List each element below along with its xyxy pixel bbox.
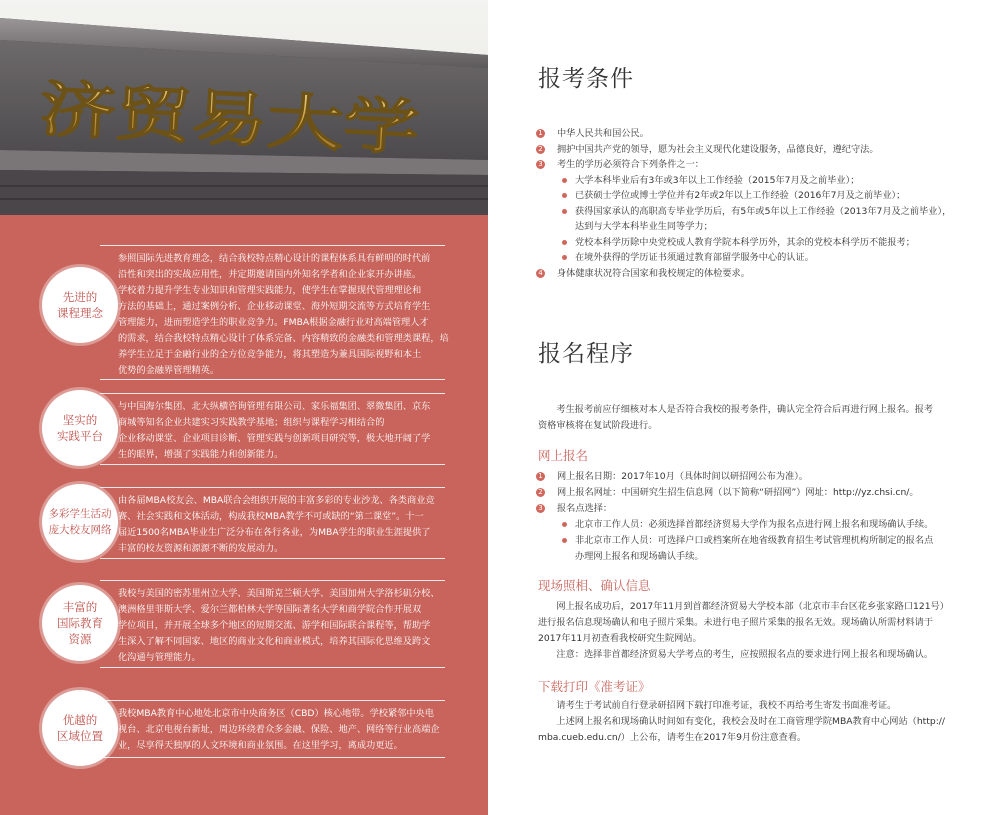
- sub-text: 非北京市工作人员：可选择户口或档案所在地省级教育招生考试管理机构所制定的报名点: [575, 535, 934, 546]
- text-line: 资格审核将在复试阶段进行。: [538, 420, 658, 431]
- bullet-icon: [562, 193, 567, 198]
- text-line: 上述网上报名和现场确认时间如有变化，我校会及时在工商管理学院MBA教育中心网站（http://: [556, 716, 945, 727]
- conditions-list: [536, 126, 956, 281]
- text-line: 届近1500名MBA毕业生广泛分布在各行各业，为MBA学生的职业生涯提供了: [118, 527, 431, 538]
- text-line: 网上报名成功后，2017年11月到首都经济贸易大学校本部（北京市丰台区花乡张家路口121号）: [556, 601, 949, 612]
- procedure-title: 报名程序: [538, 341, 634, 367]
- badge-line: 优越的: [62, 713, 98, 727]
- sub-item: [536, 533, 956, 549]
- print-ticket-heading: 下载打印《准考证》: [538, 679, 651, 694]
- text-line: 请考生于考试前自行登录研招网下载打印准考证，我校不再给考生寄发书面准考证。: [556, 700, 897, 711]
- sub-item: [536, 173, 956, 189]
- right-panel: [488, 0, 1000, 815]
- text-line: 生的眼界，增强了实践能力和创新能力。: [118, 449, 284, 460]
- feature-practice-badge: [42, 390, 118, 466]
- sub-text-cont: 办理网上报名和现场确认手续。: [575, 551, 704, 562]
- feature-alumni-text: [100, 487, 445, 559]
- item-text: 网上报名日期：2017年10月（具体时间以研招网公布为准）。: [557, 471, 808, 482]
- sub-item: [536, 250, 956, 266]
- text-line: 2017年11月初查看我校研究生院网站。: [538, 633, 702, 644]
- list-item: [536, 485, 956, 501]
- sub-item: [536, 517, 956, 533]
- text-line: 考生报考前应仔细核对本人是否符合我校的报考条件，确认完全符合后再进行网上报名。报考: [556, 404, 934, 415]
- text-line: 方法的基础上，通过案例分析、企业移动课堂、海外短期交流等方式培育学生: [118, 301, 431, 312]
- sub-text: 获得国家承认的高职高专毕业学历后，有5年或5年以上工作经验（2013年7月及之前毕业），: [575, 205, 952, 217]
- item-text: 拥护中国共产党的领导，愿为社会主义现代化建设服务，品德良好，遵纪守法。: [557, 143, 879, 155]
- badge-line: 区域位置: [57, 729, 103, 743]
- number-badge: 2: [536, 145, 545, 154]
- list-item: [536, 126, 956, 142]
- text-line: 化沟通与管理能力。: [118, 652, 201, 663]
- bullet-icon: [562, 522, 567, 527]
- badge-line: 先进的: [62, 290, 98, 304]
- text-line: 养学生立足于金融行业的全方位竞争能力，将其塑造为兼具国际视野和本土: [118, 349, 422, 360]
- sub-item: [536, 204, 956, 220]
- text-line: 业，尽享得天独厚的人文环境和商业氛围。在这里学习，离成功更近。: [118, 740, 403, 751]
- text-line: 澳洲格里菲斯大学、爱尔兰都柏林大学等国际著名大学和商学院合作开展双: [118, 604, 422, 615]
- badge-line: 国际教育: [57, 616, 103, 630]
- feature-international-badge: [42, 585, 118, 661]
- badge-line: 资源: [68, 632, 92, 646]
- list-item: [536, 142, 956, 158]
- item-text: 报名点选择：: [557, 503, 613, 514]
- sub-item: [536, 235, 956, 251]
- item-text: 网上报名网址：中国研究生招生信息网（以下简称“研招网”）网址：http://yz.chsi.cn/。: [557, 487, 919, 498]
- print-ticket-text: [538, 698, 968, 746]
- number-badge: 2: [536, 488, 545, 497]
- text-line: mba.cueb.edu.cn/）上公布，请考生在2017年9月份注意查看。: [538, 732, 807, 743]
- badge-line: 实践平台: [57, 429, 103, 443]
- badge-line: 丰富的: [62, 600, 98, 614]
- sign-text: 济贸易大学: [37, 74, 342, 161]
- feature-location-text: [100, 700, 445, 758]
- text-line: 视台、北京电视台新址，周边环绕着众多金融、保险、地产、网络等行业高端企: [118, 724, 440, 735]
- bullet-icon: [562, 240, 567, 245]
- item-text: 身体健康状况符合国家和我校规定的体检要求。: [557, 267, 750, 279]
- feature-curriculum-badge: [42, 267, 118, 343]
- sub-item: [536, 188, 956, 204]
- sub-text: 党校本科学历除中央党校成人教育学院本科学历外，其余的党校本科学历不能报考；: [575, 236, 915, 248]
- sub-text: 在境外获得的学历证书须通过教育部留学服务中心的认证。: [575, 252, 814, 263]
- sub-text: 北京市工作人员：必须选择首都经济贸易大学作为报名点进行网上报名和现场确认手续。: [575, 519, 934, 530]
- text-line: 进行报名信息现场确认和电子照片采集。未进行电子照片采集的报名无效。现场确认所需材料请于: [538, 617, 934, 628]
- list-item: [536, 501, 956, 517]
- online-registration-heading: 网上报名: [538, 448, 589, 463]
- feature-international-text: [100, 580, 445, 668]
- number-badge: 3: [536, 504, 545, 513]
- number-badge: 4: [536, 269, 545, 278]
- text-line: 我校与美国的密苏里州立大学、美国斯克兰顿大学、美国加州大学洛杉矶分校、: [118, 588, 440, 599]
- procedure-intro: [538, 402, 968, 434]
- feature-location-badge: [42, 690, 118, 766]
- bullet-icon: [562, 538, 567, 543]
- text-line: 丰富的校友资源和源源不断的发展动力。: [118, 543, 284, 554]
- text-line: 我校MBA教育中心地处北京市中央商务区（CBD）核心地带。学校紧邻中央电: [118, 708, 434, 719]
- text-line: 注意：选择非首都经济贸易大学考点的考生，应按照报名点的要求进行网上报名和现场确认。: [556, 649, 934, 660]
- text-line: 由各届MBA校友会、MBA联合会组织开展的丰富多彩的专业沙龙、各类商业竞: [118, 495, 435, 506]
- text-line: 沿性和突出的实战应用性，并定期邀请国内外知名学者和企业家开办讲座。: [118, 269, 422, 280]
- text-line: 的需求，结合我校特点精心设计了体系完备、内容精致的金融类和管理类课程，培: [118, 333, 449, 344]
- sub-text-cont: 达到与大学本科毕业生同等学力；: [575, 221, 713, 232]
- onsite-confirm-heading: 现场照相、确认信息: [538, 578, 651, 593]
- list-item: [536, 266, 956, 282]
- list-item: [536, 469, 956, 485]
- badge-line: 课程理念: [57, 306, 103, 320]
- feature-alumni-badge: [42, 484, 118, 560]
- conditions-title: 报考条件: [538, 66, 634, 92]
- bullet-icon: [562, 255, 567, 260]
- online-registration-list: [536, 469, 956, 565]
- text-line: 优势的金融界管理精英。: [118, 365, 220, 376]
- sub-text: 已获硕士学位或博士学位并有2年或2年以上工作经验（2016年7月及之前毕业）；: [575, 190, 906, 201]
- text-line: 生深入了解不同国家、地区的商业文化和商业模式，培养其国际化思维及跨文: [118, 636, 431, 647]
- feature-practice-text: [100, 393, 445, 465]
- item-text: 考生的学历必须符合下列条件之一：: [557, 159, 704, 170]
- list-item: [536, 157, 956, 173]
- text-line: 商城等知名企业共建实习实践教学基地；组织与课程学习相结合的: [118, 417, 385, 428]
- item-text: 中华人民共和国公民。: [557, 128, 649, 139]
- badge-line: 庞大校友网络: [48, 524, 112, 536]
- badge-line: 坚实的: [62, 413, 98, 427]
- text-line: 企业移动课堂、企业项目诊断、管理实践与创新项目研究等，极大地开阔了学: [118, 433, 431, 444]
- bullet-icon: [562, 178, 567, 183]
- badge-line: 多彩学生活动: [48, 508, 112, 520]
- text-line: 参照国际先进教育理念，结合我校特点精心设计的课程体系具有鲜明的时代前: [118, 253, 431, 264]
- text-line: 与中国海尔集团、北大纵横咨询管理有限公司、家乐福集团、翠微集团、京东: [118, 401, 431, 412]
- left-panel: [0, 0, 488, 815]
- campus-photo: [0, 0, 488, 215]
- number-badge: 1: [536, 472, 545, 481]
- text-line: 学校着力提升学生专业知识和管理实践能力，使学生在掌握现代管理理论和: [118, 285, 422, 296]
- feature-curriculum-text: [100, 245, 449, 380]
- text-line: 赛、社会实践和文体活动，构成我校MBA教学不可或缺的“第二课堂”。十一: [118, 511, 424, 522]
- number-badge: 3: [536, 160, 545, 169]
- text-line: 学位项目，并开展全球多个地区的短期交流、游学和国际联合课程等，帮助学: [118, 620, 431, 631]
- onsite-confirm-text: [538, 599, 968, 663]
- number-badge: 1: [536, 129, 545, 138]
- sub-text: 大学本科毕业后有3年或3年以上工作经验（2015年7月及之前毕业）；: [575, 174, 860, 186]
- bullet-icon: [562, 209, 567, 214]
- text-line: 管理能力，进而塑造学生的职业竞争力。FMBA根据金融行业对高端管理人才: [118, 317, 429, 328]
